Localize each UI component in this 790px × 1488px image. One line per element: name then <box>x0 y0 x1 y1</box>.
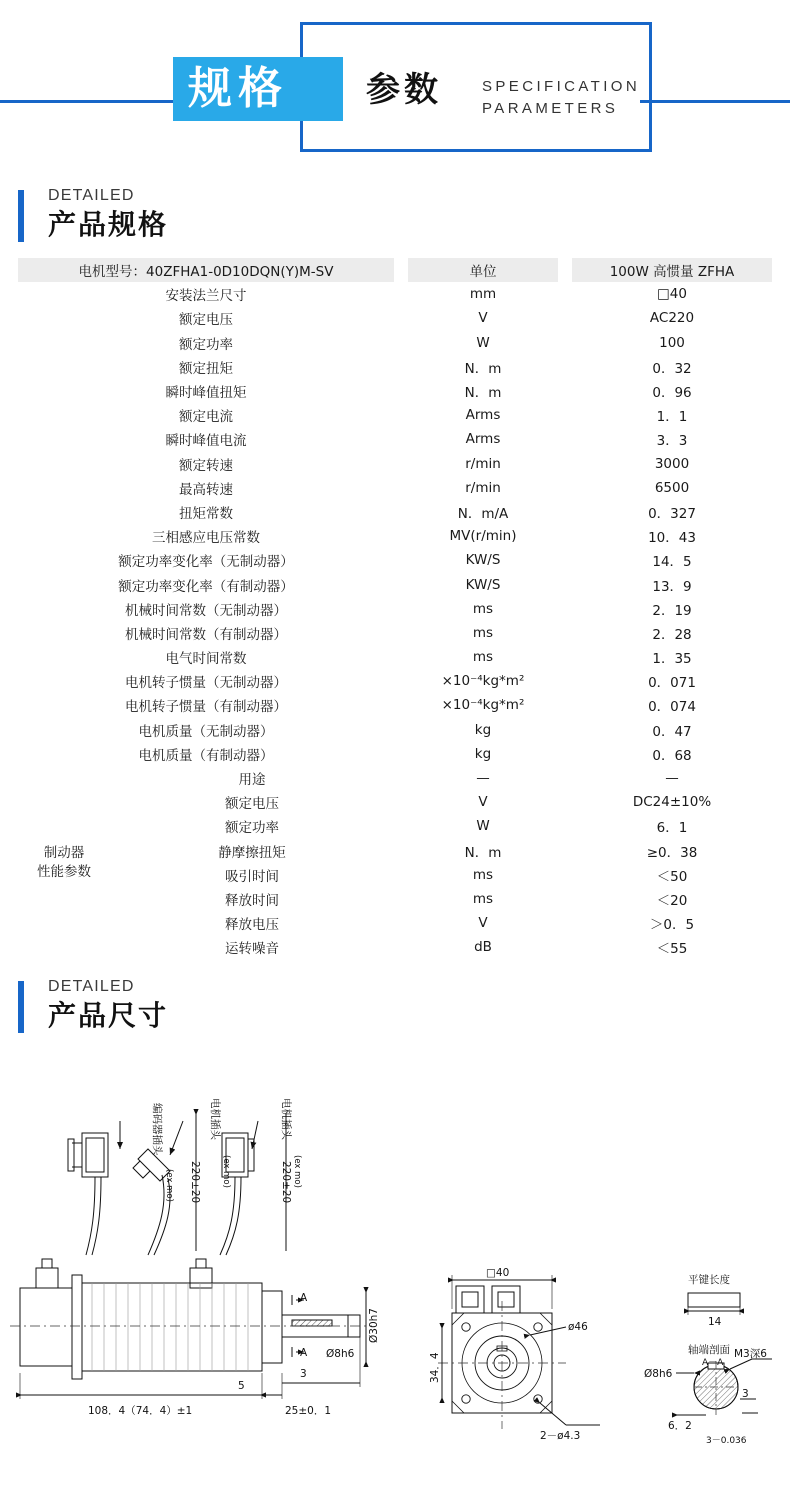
row-name: 额定功率变化率（有制动器） <box>118 578 294 595</box>
label-shaft-section-title: 轴端剖面 <box>688 1344 730 1357</box>
row-name: 瞬时峰值扭矩 <box>165 385 247 402</box>
row-unit: — <box>476 770 490 787</box>
label-shaft-dia: Ø8h6 <box>326 1348 355 1361</box>
row-value: ＜20 <box>656 892 688 909</box>
table-row <box>18 452 772 476</box>
row-value: 6500 <box>654 479 690 496</box>
label-section-a-bottom: A <box>300 1347 308 1360</box>
row-value: 0．327 <box>648 505 696 522</box>
row-name: 安装法兰尺寸 <box>165 288 247 305</box>
row-name: 瞬时峰值电流 <box>165 433 247 450</box>
label-dim-3: 3 <box>300 1368 307 1381</box>
row-name: 最高转速 <box>179 481 233 498</box>
section-label-en-2: DETAILED <box>48 978 135 996</box>
row-unit: W <box>476 334 490 351</box>
table-row <box>18 306 772 330</box>
row-value: DC24±10% <box>632 794 712 811</box>
row-name: 额定扭矩 <box>179 360 233 377</box>
table-row <box>18 911 772 935</box>
row-value: ＞0．5 <box>649 917 695 934</box>
banner-subtitle-line1: SPECIFICATION <box>482 78 641 95</box>
row-value: ＜55 <box>656 941 688 958</box>
row-value: 0．68 <box>652 747 692 764</box>
table-row <box>18 790 772 814</box>
row-value: 1．35 <box>652 651 692 668</box>
row-name: 额定转速 <box>179 457 233 474</box>
row-unit: ms <box>472 890 494 907</box>
row-unit: r/min <box>465 455 501 472</box>
row-unit: KW/S <box>465 552 501 569</box>
section-accent-bar <box>18 190 24 242</box>
table-row <box>18 742 772 766</box>
row-value: 0．074 <box>648 699 696 716</box>
row-value: 0．32 <box>652 360 692 377</box>
row-value: 2．19 <box>652 602 692 619</box>
page-banner <box>0 0 790 170</box>
table-row <box>18 379 772 403</box>
table-row <box>18 645 772 669</box>
row-value: □40 <box>657 286 687 303</box>
header-value: 100W 高惯量 ZFHA <box>572 258 772 282</box>
row-value: AC220 <box>649 310 695 327</box>
row-unit: ×10⁻⁴kg*m² <box>441 697 525 714</box>
label-shaft-dia-2: Ø8h6 <box>644 1368 673 1381</box>
row-name: 静摩擦扭矩 <box>218 844 286 861</box>
table-row <box>18 935 772 959</box>
row-value: 13．9 <box>652 578 692 595</box>
row-value: 100 <box>659 334 685 351</box>
row-unit: N．m <box>464 360 502 377</box>
label-lead-length-right: 220±20 <box>280 1161 292 1204</box>
row-unit: V <box>478 915 488 932</box>
row-unit: r/min <box>465 479 501 496</box>
label-dim-25: 25±0．1 <box>285 1405 332 1418</box>
label-key-length: 14 <box>708 1316 722 1329</box>
row-value: 14．5 <box>652 554 692 571</box>
banner-title-primary: 规格 <box>188 63 288 114</box>
table-row <box>18 500 772 524</box>
row-value: 0．071 <box>648 675 696 692</box>
row-name: 用途 <box>238 772 266 789</box>
row-value: 3000 <box>654 455 690 472</box>
row-value: 6．1 <box>656 820 688 837</box>
table-row <box>18 355 772 379</box>
table-row <box>18 524 772 548</box>
header-unit: 单位 <box>408 258 558 282</box>
label-total-length: 108．4（74．4）±1 <box>88 1405 193 1418</box>
table-row <box>18 282 772 306</box>
label-key-title: 平键长度 <box>688 1274 730 1287</box>
label-height-344: 34．4 <box>429 1352 441 1384</box>
label-encoder-plug: 编码器插头 <box>151 1103 163 1156</box>
table-row <box>18 427 772 451</box>
table-row <box>18 403 772 427</box>
header-model: 电机型号：40ZFHA1-0D10DQN(Y)M-SV <box>18 258 394 282</box>
row-value: — <box>665 770 679 787</box>
row-name: 运转噪音 <box>225 941 279 958</box>
label-motor-plug-right: 电机插头 <box>280 1098 292 1141</box>
row-name: 扭矩常数 <box>179 505 233 522</box>
table-row <box>18 621 772 645</box>
table-row <box>18 548 772 572</box>
label-motor-plug-left-en: (ex mo) <box>221 1155 231 1189</box>
row-name: 电机质量（有制动器） <box>138 747 274 764</box>
banner-title-secondary: 参数 <box>366 70 442 110</box>
section-header-spec <box>18 186 790 244</box>
table-row <box>18 476 772 500</box>
table-row <box>18 597 772 621</box>
row-unit: Arms <box>465 431 501 448</box>
label-shaft-section-sub: A－A <box>702 1358 724 1369</box>
table-row <box>18 718 772 742</box>
row-name: 释放电压 <box>225 917 279 934</box>
label-tolerance: 3－0.036 <box>706 1436 747 1447</box>
label-lead-length-left: 220±20 <box>189 1161 201 1204</box>
row-name: 电机转子惯量（无制动器） <box>125 675 287 692</box>
row-unit: ms <box>472 649 494 666</box>
section-header-dimension <box>18 977 790 1035</box>
row-name: 额定功率 <box>179 336 233 353</box>
section-accent-bar-2 <box>18 981 24 1033</box>
drawing-svg <box>0 1043 790 1463</box>
row-name: 电机转子惯量（有制动器） <box>125 699 287 716</box>
row-name: 机械时间常数（无制动器） <box>125 602 287 619</box>
table-row <box>18 863 772 887</box>
row-name: 机械时间常数（有制动器） <box>125 626 287 643</box>
section-label-cn: 产品规格 <box>48 208 169 241</box>
row-name: 额定电流 <box>179 409 233 426</box>
row-value: 10．43 <box>648 530 696 547</box>
row-unit: ms <box>472 600 494 617</box>
section-label-cn-2: 产品尺寸 <box>48 999 169 1033</box>
table-row <box>18 814 772 838</box>
table-header-row <box>18 258 772 282</box>
label-motor-plug-right-en: (ex mo) <box>292 1155 302 1189</box>
specification-table <box>18 258 772 959</box>
row-unit: kg <box>474 745 492 762</box>
row-value: 1．1 <box>656 409 688 426</box>
label-tap: M3深6 <box>734 1348 767 1361</box>
label-dim-62: 6．2 <box>668 1420 692 1433</box>
row-unit: ×10⁻⁴kg*m² <box>441 673 525 690</box>
row-value: ＜50 <box>656 868 688 885</box>
table-row <box>18 669 772 693</box>
row-unit: N．m <box>464 844 502 861</box>
row-value: 0．96 <box>652 385 692 402</box>
row-unit: mm <box>469 286 497 303</box>
row-unit: KW/S <box>465 576 501 593</box>
row-name: 额定功率变化率（无制动器） <box>118 554 294 571</box>
row-group-label: 制动器 性能参数 <box>37 844 91 880</box>
row-name: 电机质量（无制动器） <box>138 723 274 740</box>
row-name: 三相感应电压常数 <box>152 530 260 547</box>
row-unit: N．m/A <box>457 505 509 522</box>
label-section-a-top: A <box>300 1292 308 1305</box>
row-unit: W <box>476 818 490 835</box>
row-value: 2．28 <box>652 626 692 643</box>
label-dim-5: 5 <box>238 1380 245 1393</box>
label-motor-plug-left: 电机插头 <box>209 1098 221 1141</box>
row-unit: dB <box>474 939 492 956</box>
row-unit: ms <box>472 624 494 641</box>
row-name: 额定功率 <box>225 820 279 837</box>
row-unit: ms <box>472 866 494 883</box>
row-unit: N．m <box>464 385 502 402</box>
spec-table-wrapper <box>18 258 772 959</box>
table-row <box>18 572 772 596</box>
row-value: 3．3 <box>656 433 688 450</box>
label-square-40: □40 <box>486 1267 510 1280</box>
row-name: 额定电压 <box>225 796 279 813</box>
row-unit: MV(r/min) <box>449 528 517 545</box>
dimension-drawings <box>0 1043 790 1463</box>
label-flange-dia: Ø30h7 <box>368 1308 380 1344</box>
row-name: 电气时间常数 <box>165 651 247 668</box>
table-row <box>18 887 772 911</box>
banner-subtitle-line2: PARAMETERS <box>482 100 619 117</box>
row-name: 释放时间 <box>225 892 279 909</box>
table-row <box>18 839 772 863</box>
row-unit: V <box>478 310 488 327</box>
banner-rule-right <box>640 100 790 103</box>
label-dim-3b: 3 <box>742 1388 749 1401</box>
table-row <box>18 766 772 790</box>
row-unit: V <box>478 794 488 811</box>
row-name: 额定电压 <box>179 312 233 329</box>
banner-subtitle <box>482 76 640 120</box>
label-pilot-dia: ø46 <box>568 1321 588 1334</box>
row-unit: Arms <box>465 407 501 424</box>
label-encoder-plug-en: (ex mo) <box>164 1169 174 1203</box>
row-value: 0．47 <box>652 723 692 740</box>
row-value: ≥0．38 <box>646 844 698 861</box>
table-row <box>18 693 772 717</box>
table-row <box>18 331 772 355</box>
row-name: 吸引时间 <box>225 868 279 885</box>
row-unit: kg <box>474 721 492 738</box>
label-mount-holes: 2－ø4.3 <box>540 1430 581 1443</box>
section-label-en: DETAILED <box>48 187 135 204</box>
